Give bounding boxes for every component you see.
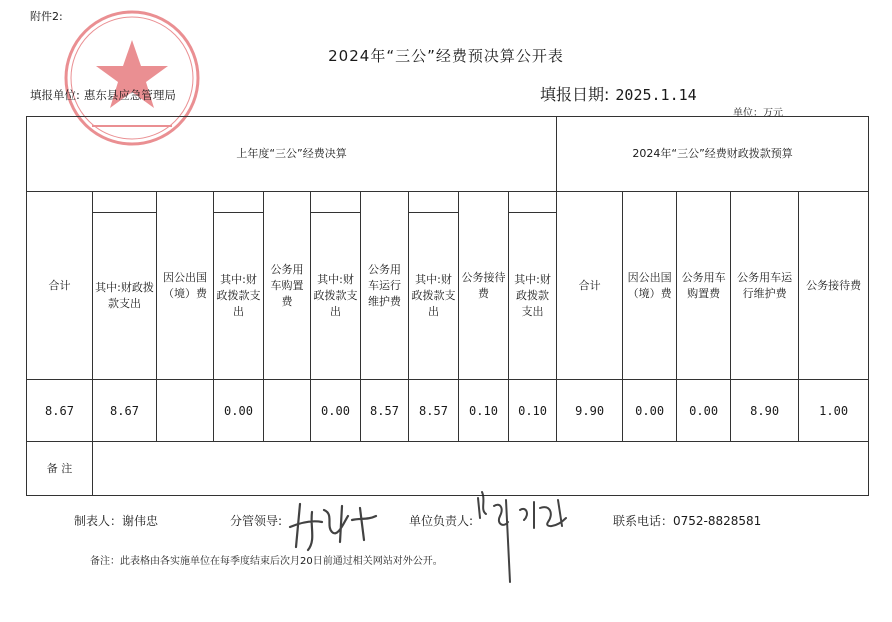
value-cell: 8.57 — [409, 380, 459, 442]
col-header: 因公出国（境）费 — [157, 192, 214, 380]
col-header-label: 其中:财政拨款支出 — [311, 212, 360, 379]
supervisor-signature — [282, 492, 382, 552]
col-header: 公务用车运行维护费 — [731, 192, 799, 380]
value-cell — [157, 380, 214, 442]
supervisor-label: 分管领导: — [230, 514, 283, 528]
col-header: 公务接待费 — [799, 192, 869, 380]
value-cell — [264, 380, 311, 442]
col-header-label: 其中:财政拨款支出 — [509, 212, 556, 379]
col-header: 公务用车购置费 — [677, 192, 731, 380]
footnote: 备注：此表格由各实施单位在每季度结束后次月20日前通过相关网站对外公开。 — [90, 556, 443, 567]
value-cell: 8.57 — [361, 380, 409, 442]
report-date — [540, 82, 697, 105]
value-cell: 1.00 — [799, 380, 869, 442]
budget-table — [26, 116, 869, 496]
preparer: 制表人：谢伟忠 — [74, 514, 159, 528]
col-header: 合计 — [557, 192, 623, 380]
section-budget: 2024年“三公”经费财政拨款预算 — [557, 117, 869, 192]
col-header: 合计 — [27, 192, 93, 380]
value-cell: 0.00 — [311, 380, 361, 442]
col-header-label: 其中:财政拨款支出 — [409, 212, 458, 379]
remark-label: 备 注 — [27, 442, 93, 496]
report-date-label: 填报日期: — [540, 85, 610, 104]
contact-phone: 联系电话：0752-8828581 — [613, 514, 762, 528]
col-header: 公务接待费 — [459, 192, 509, 380]
page-title: 2024年“三公”经费预决算公开表 — [328, 47, 564, 65]
value-cell: 0.00 — [214, 380, 264, 442]
report-date-value: 2025.1.14 — [615, 86, 697, 104]
col-header: 公务用车购置费 — [264, 192, 311, 380]
col-header-label: 其中:财政拨款支出 — [93, 212, 156, 379]
attachment-label: 附件2: — [30, 10, 63, 23]
value-cell: 0.00 — [623, 380, 677, 442]
col-header: 因公出国（境）费 — [623, 192, 677, 380]
value-cell: 0.10 — [509, 380, 557, 442]
col-header: 公务用车运行维护费 — [361, 192, 409, 380]
col-header — [93, 192, 157, 380]
value-cell: 8.67 — [93, 380, 157, 442]
value-cell: 0.10 — [459, 380, 509, 442]
reporting-unit-label: 填报单位: — [30, 88, 80, 102]
col-header — [509, 192, 557, 380]
unit-head-signature — [470, 488, 580, 583]
value-cell: 8.67 — [27, 380, 93, 442]
value-cell: 8.90 — [731, 380, 799, 442]
money-unit: 单位：万元 — [733, 108, 783, 119]
value-cell: 9.90 — [557, 380, 623, 442]
value-cell: 0.00 — [677, 380, 731, 442]
table-row — [27, 380, 869, 442]
reporting-unit — [30, 87, 176, 103]
section-last-year: 上年度“三公”经费决算 — [27, 117, 557, 192]
col-header — [214, 192, 264, 380]
col-header-label: 其中:财政拨款支出 — [214, 212, 263, 379]
col-header — [409, 192, 459, 380]
col-header — [311, 192, 361, 380]
reporting-unit-value: 惠东县应急管理局 — [83, 88, 176, 102]
unit-head-label: 单位负责人: — [409, 514, 474, 528]
